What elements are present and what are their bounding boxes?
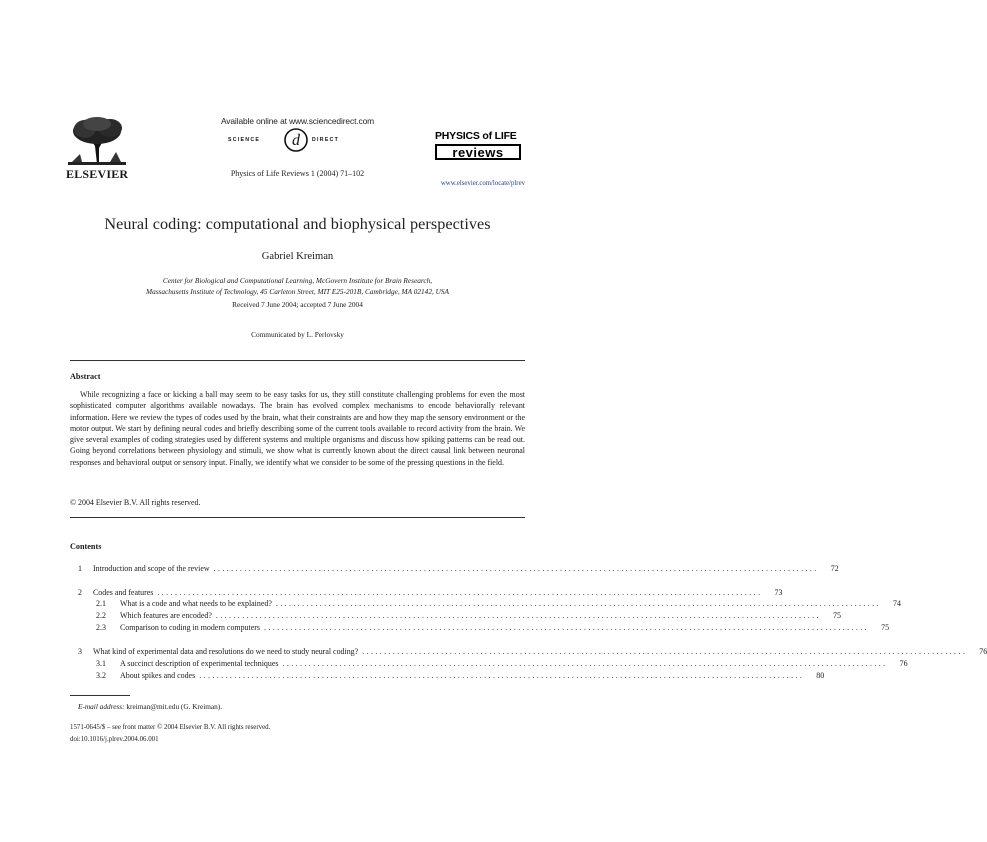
toc-entry-page: 74 (892, 599, 901, 608)
toc-leader-dots: .......................................................................................................................................... (157, 588, 763, 597)
toc-entry-number: 2.2 (96, 611, 106, 620)
journal-url-link[interactable]: www.elsevier.com/locate/plrev (440, 180, 525, 187)
sciencedirect-left-word: SCIENCE (228, 137, 261, 143)
toc-leader-dots: .......................................................................................................................................... (264, 623, 870, 632)
affiliation-line-2: Massachusetts Institute of Technology, 45 Carleton Street, MIT E25-201B, Cambridge, MA 02142, USA (145, 286, 449, 296)
available-online-text: Available online at www.sciencedirect.com (220, 116, 375, 126)
doi-link[interactable]: doi:10.1016/j.plrev.2004.06.001 (70, 736, 159, 743)
toc-entry-title: Codes and features (93, 588, 154, 597)
toc-entry-2[interactable] (70, 588, 783, 599)
sciencedirect-logo (224, 127, 372, 153)
toc-entry-title: A succinct description of experimental techniques (120, 659, 279, 668)
abstract-copyright: © 2004 Elsevier B.V. All rights reserved. (70, 498, 201, 507)
article-author: Gabriel Kreiman (261, 251, 334, 262)
sciencedirect-at-icon (282, 127, 310, 153)
sciencedirect-right-word: DIRECT (312, 137, 340, 143)
email-address-link[interactable]: kreiman@mit.edu (G. Kreiman). (126, 702, 223, 711)
abstract-bottom-rule (70, 517, 525, 518)
toc-entry-3-1[interactable] (70, 659, 908, 670)
toc-leader-dots: .......................................................................................................................................... (213, 564, 819, 573)
article-dates: Received 7 June 2004; accepted 7 June 2004 (232, 300, 363, 309)
author-affiliation (0, 276, 595, 297)
issn-line: 1571-0645/$ – see front matter © 2004 Elsevier B.V. All rights reserved. (70, 724, 271, 731)
publisher-name: ELSEVIER (66, 167, 129, 181)
toc-leader-dots: .......................................................................................................................................... (275, 599, 881, 608)
toc-entry-page: 80 (816, 671, 825, 680)
toc-entry-title: Which features are encoded? (120, 611, 212, 620)
toc-entry-title: Introduction and scope of the review (93, 564, 210, 573)
toc-leader-dots: .......................................................................................................................................... (215, 611, 821, 620)
toc-entry-page: 75 (881, 623, 890, 632)
toc-entry-number: 3 (78, 647, 82, 656)
toc-entry-3[interactable] (70, 647, 987, 658)
abstract-top-rule (70, 360, 525, 361)
email-label: E-mail address: (78, 702, 125, 711)
journal-logo (435, 130, 525, 164)
toc-entry-number: 3.2 (96, 671, 106, 680)
toc-entry-page: 73 (774, 588, 783, 597)
toc-entry-number: 2.1 (96, 599, 106, 608)
toc-entry-number: 2.3 (96, 623, 106, 632)
toc-entry-3-2[interactable] (70, 671, 825, 682)
toc-entry-2-2[interactable] (70, 611, 841, 622)
toc-entry-title: About spikes and codes (120, 671, 196, 680)
footnote-rule (70, 695, 130, 696)
toc-leader-dots: .......................................................................................................................................... (199, 671, 805, 680)
toc-entry-2-3[interactable] (70, 623, 890, 634)
communicated-by: Communicated by L. Perlovsky (251, 330, 344, 339)
abstract-text: While recognizing a face or kicking a ball may seem to be easy tasks for us, they still constitute challenging problems for even the most sophisticated computer algorithms available nowadays. The brain has evolved complex mechanisms to encode behaviorally relevant information. Here we review the types of codes used by the brain, what their constraints are and how they map the sensory environment or the motor output. We start by defining neural codes and briefly describing some of the current tools available to record activity from the brain. We give several examples of coding strategies used by different systems and multiple organisms and discuss how spiking patterns can be read out. Going beyond correlations between physiology and stimuli, we show what is currently known about the direct causal link between neuronal responses and behavioral output or sensory input. Finally, we identify what we consider to be some of the pressing questions in the field. (70, 390, 525, 467)
toc-entry-page: 75 (833, 611, 841, 620)
toc-entry-number: 3.1 (96, 659, 106, 668)
article-title: Neural coding: computational and biophysical perspectives (104, 215, 491, 233)
toc-entry-page: 76 (979, 647, 987, 656)
toc-entry-title: What kind of experimental data and resolutions do we need to study neural coding? (93, 647, 359, 656)
journal-logo-top: PHYSICS of LIFE (435, 130, 517, 142)
toc-entry-title: Comparison to coding in modern computers (120, 623, 260, 632)
contents-heading: Contents (70, 542, 102, 551)
toc-leader-dots: .......................................................................................................................................... (362, 647, 968, 656)
journal-citation: Physics of Life Reviews 1 (2004) 71–102 (230, 169, 365, 178)
toc-entry-title: What is a code and what needs to be explained? (120, 599, 272, 608)
toc-entry-page: 76 (899, 659, 908, 668)
toc-entry-1[interactable] (70, 564, 839, 575)
abstract-heading: Abstract (70, 372, 101, 381)
journal-logo-bottom: reviews (452, 144, 504, 160)
toc-entry-2-1[interactable] (70, 599, 901, 610)
sciencedirect-mark: d (292, 132, 300, 149)
toc-leader-dots: .......................................................................................................................................... (282, 659, 888, 668)
toc-entry-page: 72 (830, 564, 839, 573)
toc-entry-number: 1 (78, 564, 82, 573)
footnote-email (78, 702, 222, 711)
toc-entry-number: 2 (78, 588, 82, 597)
journal-logo-box (435, 144, 521, 160)
affiliation-line-1: Center for Biological and Computational Learning, McGovern Institute for Brain Research, (162, 276, 433, 285)
